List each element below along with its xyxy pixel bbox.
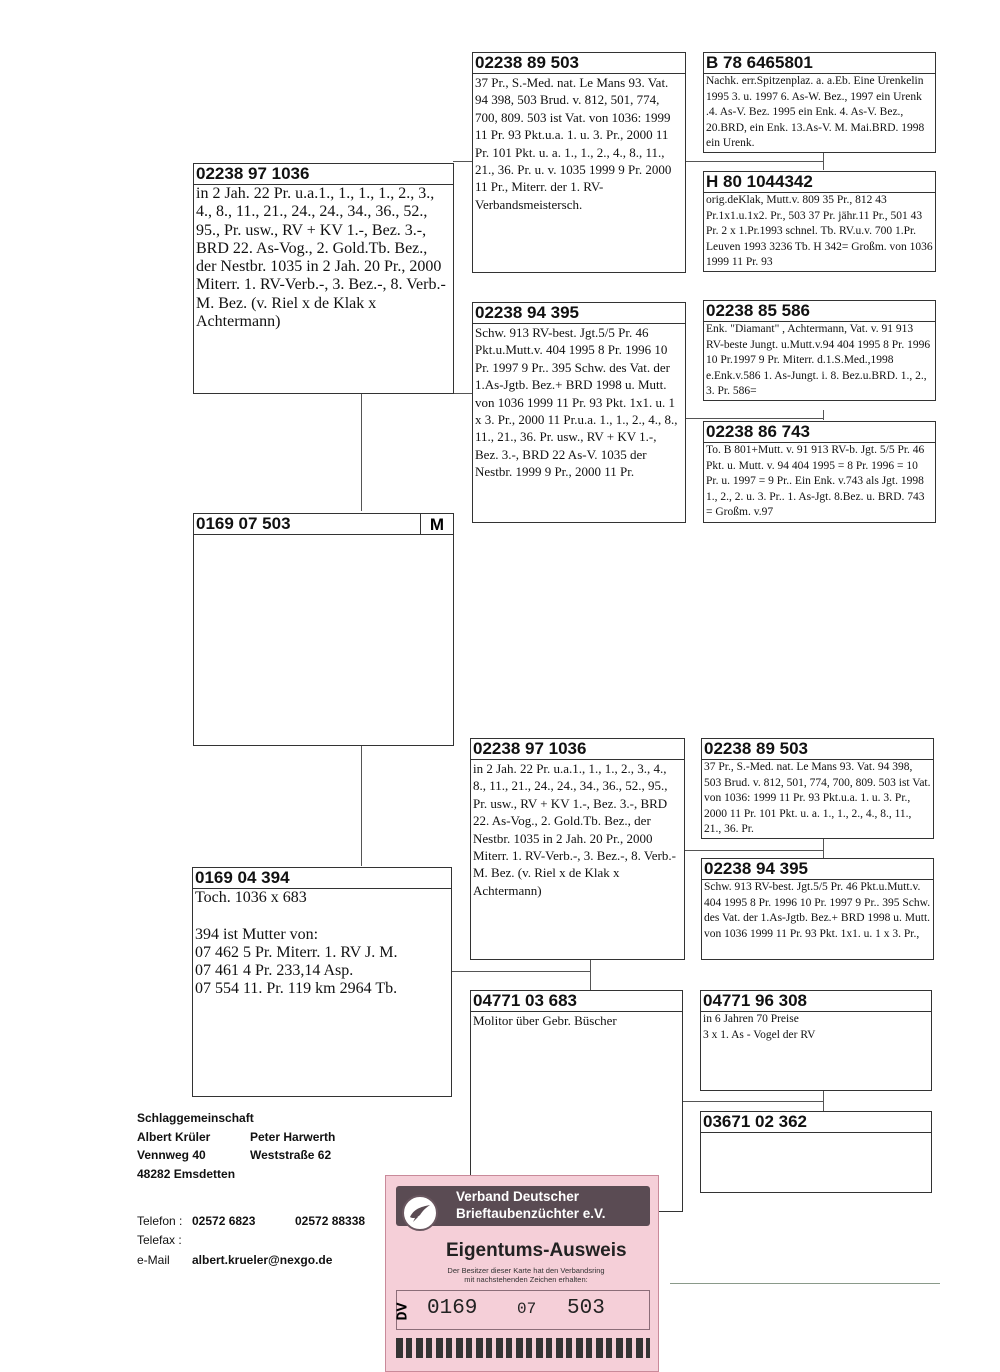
bird-box bbox=[193, 513, 454, 746]
connector-line bbox=[451, 971, 591, 972]
pedigree-text: in 2 Jah. 22 Pr. u.a.1., 1., 1., 2., 3., 4., 8., 11., 21., 24., 24., 34., 36., 52., 95., Pr. usw., RV + KV 1.-, Bez. 3.-, BRD 22. As-Vog., 2. Gold.Tb. Bez., der Nestbr. 1035 in 2 Jah. 20 Pr., 2000 Miterr. 1. RV-Verb.-, 3. Bez.-, 8. Verb.-M. Bez. (v. Riel x de Klak x Achtermann) bbox=[473, 761, 676, 898]
pedigree-text: Schw. 913 RV-best. Jgt.5/5 Pr. 46 Pkt.u.Mutt.v. 404 1995 8 Pr. 1996 10 Pr. 1997 9 Pr.. 395 Schw. des Vat. der 1.As-Jgtb. Bez.+ BRD 1998 u. Mutt. von 1036 1999 11 Pr. 93 Pkt. 1x1. u. 1 x 3. Pr., 2000 11 Pr.u.a. 1., 1., 2., 4., 8., 11., 21., 36. Pr. usw., RV + KV 1.-, Bez. 3.-, BRD 22 As-V. 1035 der Nestbr. 1999 9 Pr., 2000 11 Pr. bbox=[475, 325, 678, 480]
connector-line bbox=[685, 850, 823, 851]
fax-label: Telefax : bbox=[137, 1233, 182, 1247]
city: 48282 Emsdetten bbox=[137, 1167, 236, 1181]
connector-line bbox=[823, 152, 824, 170]
pedigree-text: in 6 Jahren 70 Preise 3 x 1. As - Vogel der RV bbox=[703, 1013, 816, 1041]
phone-label: Telefon : bbox=[137, 1214, 183, 1228]
owner2-street: Weststraße 62 bbox=[250, 1148, 332, 1162]
connector-line bbox=[823, 410, 824, 420]
connector-line bbox=[453, 161, 473, 162]
ring-number: 02238 86 743 bbox=[706, 422, 810, 441]
ring-number: 02238 94 395 bbox=[475, 303, 579, 322]
ring-number: 503 bbox=[567, 1297, 605, 1320]
ffm-box bbox=[703, 171, 936, 272]
mmm-box bbox=[700, 1111, 932, 1193]
connector-line bbox=[685, 418, 823, 419]
page-rule bbox=[670, 1283, 940, 1284]
ring-number: B 78 6465801 bbox=[706, 53, 813, 72]
ring-number: 0169 07 503 bbox=[196, 514, 291, 533]
email: albert.krueler@nexgo.de bbox=[192, 1253, 333, 1267]
fmf-box bbox=[703, 300, 936, 401]
pedigree-text: To. B 801+Mutt. v. 91 913 RV-b. Jgt. 5/5 Pr. 46 Pkt. u. Mutt. v. 94 404 1995 = 8 Pr. 1996 = 10 Pr. u. 1997 = 9 Pr.. Ein Enk. v.743 als Jgt. 1998 1., 2., 2. u. 3. Pr.. 1. As-Jgt. 8.Bez. u. BRD. 743 = Großm. v.97 bbox=[706, 444, 925, 519]
pedigree-text: Enk. "Diamant" , Achtermann, Vat. v. 91 913 RV-beste Jungt. u.Mutt.v.94 404 1995 8 Pr. 1996 10 Pr.1997 9 Pr. Miterr. d.1.S.Med.,1998 e.Enk.v.586 1. As-Jungt. i. 8. Bez.u.BRD. 1., 2., 3. Pr. 586= bbox=[706, 323, 931, 398]
ring-number: 0169 04 394 bbox=[195, 868, 290, 887]
ring-number: 04771 96 308 bbox=[703, 991, 807, 1010]
connector-line bbox=[361, 746, 362, 866]
ring-prefix: DV bbox=[394, 1302, 412, 1321]
father-box bbox=[193, 163, 454, 394]
connector-line bbox=[823, 1091, 824, 1111]
security-pattern bbox=[396, 1338, 650, 1358]
email-label: e-Mail bbox=[137, 1253, 170, 1267]
dove-logo-icon bbox=[402, 1195, 438, 1231]
mother-box bbox=[192, 867, 452, 1097]
card-org-line2: Brieftaubenzüchter e.V. bbox=[456, 1206, 606, 1221]
phone-2: 02572 88338 bbox=[295, 1214, 366, 1228]
ring-number: 04771 03 683 bbox=[473, 991, 577, 1010]
sex-badge: M bbox=[420, 514, 453, 534]
pedigree-text: Nachk. err.Spitzenplaz. a. a.Eb. Eine Urenkelin 1995 3. u. 1997 6. As-W. Bez., 1997 ein Urenk .4. As-V. Bez. 1995 ein Enk. 4. As-V. Bez., 20.BRD, ein Enk. 13.As-V. M. Mai.BRD. 1998 ein Urenk. bbox=[706, 75, 925, 150]
connector-line bbox=[453, 393, 473, 394]
owner1-name: Albert Krüler bbox=[137, 1130, 211, 1144]
pedigree-text: Molitor über Gebr. Büscher bbox=[473, 1013, 617, 1028]
mfm-box bbox=[701, 858, 934, 960]
ring-number: 02238 89 503 bbox=[704, 739, 808, 758]
mmf-box bbox=[700, 990, 932, 1091]
pedigree-text: in 2 Jah. 22 Pr. u.a.1., 1., 1., 1., 2., 3., 4., 8., 11., 21., 24., 24., 34., 36., 52., 95., Pr. usw., RV + KV 1.-, Bez. 3.-, BRD 22. As-Vog., 2. Gold.Tb. Bez., der Nestbr. 1035 in 2 Jah. 20 Pr., 2000 Miterr. 1. RV-Verb.-, 3. Bez.-, 8. Verb.-M. Bez. (v. Riel x de Klak x Achtermann) bbox=[196, 185, 446, 331]
card-subtitle: Der Besitzer dieser Karte hat den Verbandsring mit nachstehenden Zeichen erhalten: bbox=[447, 1266, 605, 1284]
ring-number: 02238 97 1036 bbox=[473, 739, 587, 758]
ring-number: 02238 85 586 bbox=[706, 301, 810, 320]
ff-box bbox=[472, 52, 686, 273]
connector-line bbox=[685, 161, 823, 162]
connector-line bbox=[682, 1101, 823, 1102]
card-ring-field bbox=[396, 1290, 650, 1330]
pedigree-text bbox=[196, 535, 451, 745]
owner2-name: Peter Harwerth bbox=[250, 1130, 336, 1144]
card-title: Eigentums-Ausweis bbox=[446, 1240, 627, 1261]
ring-year: 07 bbox=[517, 1300, 537, 1318]
breeder-group: Schlaggemeinschaft bbox=[137, 1111, 254, 1125]
pedigree-text: 37 Pr., S.-Med. nat. Le Mans 93. Vat. 94 398, 503 Brud. v. 812, 501, 774, 700, 809. 503 ist Vat. von 1036: 1999 11 Pr. 93 Pkt.u.a. 1. u. 3. Pr., 2000 11 Pr. 101 Pkt. u. a. 1., 1., 2., 4., 8., 11., 21., 36. Pr. bbox=[704, 761, 931, 836]
phone-1: 02572 6823 bbox=[192, 1214, 256, 1228]
pedigree-text: Schw. 913 RV-best. Jgt.5/5 Pr. 46 Pkt.u.Mutt.v. 404 1995 8 Pr. 1996 10 Pr. 1997 9 Pr.. 395 Schw. des Vat. der 1.As-Jgtb. Bez.+ BRD 1998 u. Mutt. von 1036 1999 11 Pr. 93 Pkt. 1x1. u. 1 x 3. Pr., bbox=[704, 881, 931, 940]
ring-number: 02238 94 395 bbox=[704, 859, 808, 878]
ring-club: 0169 bbox=[427, 1297, 478, 1320]
ring-number: 03671 02 362 bbox=[703, 1112, 807, 1131]
mf-box bbox=[470, 738, 685, 960]
ownership-card bbox=[385, 1175, 659, 1372]
fm-box bbox=[472, 302, 686, 523]
ring-number: 02238 89 503 bbox=[475, 53, 579, 72]
connector-line bbox=[590, 960, 591, 990]
fff-box bbox=[703, 52, 936, 153]
pedigree-text bbox=[703, 1133, 929, 1192]
connector-line bbox=[361, 393, 362, 511]
fmm-box bbox=[703, 421, 936, 523]
pedigree-text: 37 Pr., S.-Med. nat. Le Mans 93. Vat. 94 398, 503 Brud. v. 812, 501, 774, 700, 809. 503 ist Vat. von 1036: 1999 11 Pr. 93 Pkt.u.a. 1. u. 3. Pr., 2000 11 Pr. 101 Pkt. u. a. 1., 1., 2., 4., 8., 11., 21., 36. Pr. u. v. 1035 1999 9 Pr. 2000 11 Pr., Miterr. der 1. RV-Verbandsmeistersch. bbox=[475, 75, 672, 212]
connector-line bbox=[823, 838, 824, 858]
owner1-street: Vennweg 40 bbox=[137, 1148, 206, 1162]
card-org-line1: Verband Deutscher bbox=[456, 1189, 580, 1204]
pedigree-text: Toch. 1036 x 683 394 ist Mutter von: 07 462 5 Pr. Miterr. 1. RV J. M. 07 461 4 Pr. 233,14 Asp. 07 554 11. Pr. 119 km 2964 Tb. bbox=[195, 889, 398, 998]
ring-number: H 80 1044342 bbox=[706, 172, 813, 191]
mff-box bbox=[701, 738, 934, 839]
pedigree-text: orig.deKlak, Mutt.v. 809 35 Pr., 812 43 Pr.1x1.u.1x2. Pr., 503 37 Pr. jähr.11 Pr., 501 43 Pr. 2 x 1.Pr.1993 schnel. Tb. RV.u.v. 700 1.Pr. Leuven 1993 3236 Tb. H 342= Großm. von 1036 1999 11 Pr. 93 bbox=[706, 194, 933, 269]
ring-number: 02238 97 1036 bbox=[196, 164, 310, 183]
